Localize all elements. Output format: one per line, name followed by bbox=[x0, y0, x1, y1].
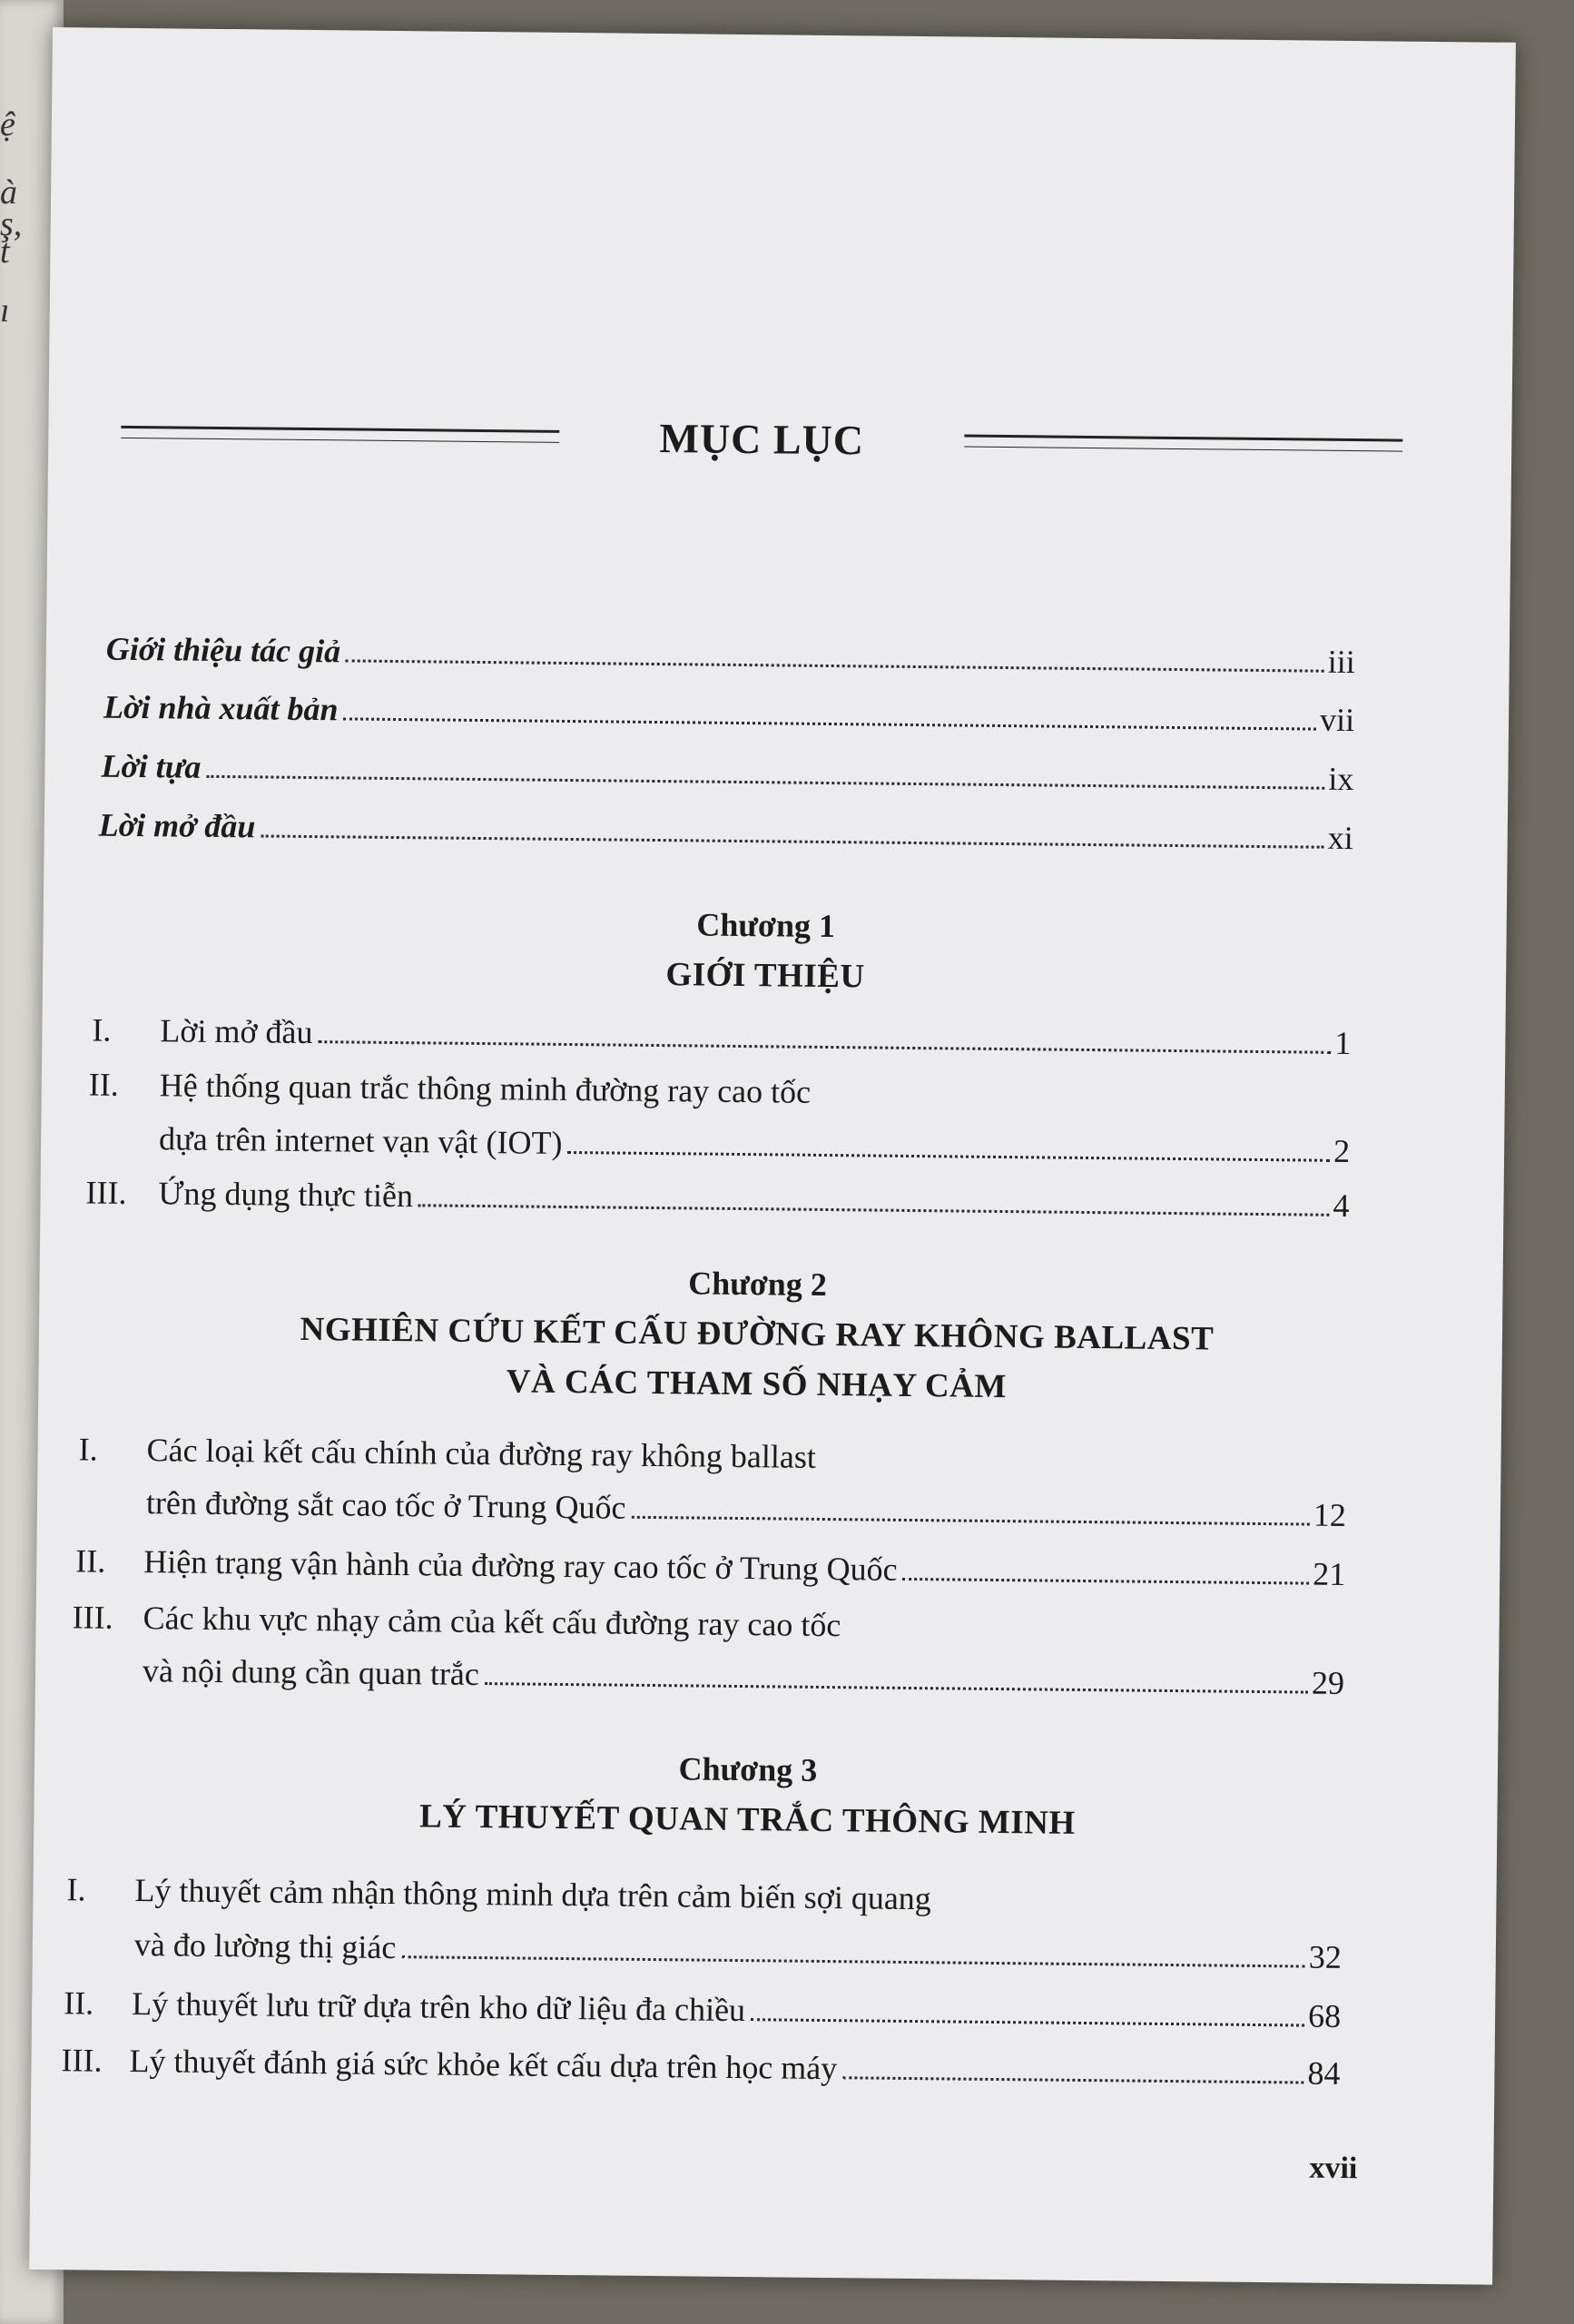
toc-entry-label: Lý thuyết lưu trữ dựa trên kho dữ liệu đa chiều bbox=[131, 1985, 746, 2029]
toc-entry-label-cont: dựa trên internet vạn vật (IOT) bbox=[158, 1120, 563, 1161]
toc-entry-label-cont: trên đường sắt cao tốc ở Trung Quốc bbox=[145, 1484, 626, 1526]
show-through-text bbox=[158, 237, 1431, 430]
toc-entry-line bbox=[89, 1065, 812, 1110]
toc-entry-label: Các khu vực nhạy cảm của kết cấu đường ray cao tốc bbox=[143, 1600, 841, 1644]
toc-entry[interactable] bbox=[159, 1119, 1350, 1170]
toc-entry-number: II. bbox=[64, 1984, 94, 2022]
toc-entry-front[interactable] bbox=[103, 688, 1354, 739]
toc-entry-page: 4 bbox=[1333, 1187, 1350, 1225]
facing-page-fragment: ệ bbox=[0, 105, 15, 143]
dot-leader bbox=[567, 1151, 1330, 1162]
toc-entry[interactable] bbox=[61, 2041, 1340, 2093]
toc-entry-label-cont: và nội dung cần quan trắc bbox=[142, 1652, 480, 1693]
facing-page-fragment: à bbox=[0, 173, 17, 212]
toc-entry[interactable] bbox=[85, 1173, 1349, 1225]
toc-entry-label: Giới thiệu tác giả bbox=[105, 630, 341, 670]
toc-entry-label: Lời nhà xuất bản bbox=[103, 688, 339, 728]
dot-leader bbox=[261, 834, 1323, 848]
toc-entry-page: 32 bbox=[1308, 1938, 1343, 1975]
toc-entry[interactable] bbox=[64, 1984, 1341, 2035]
toc-entry-front[interactable] bbox=[106, 630, 1355, 681]
dot-leader bbox=[318, 1040, 1331, 1054]
toc-entry-line bbox=[72, 1598, 841, 1644]
dot-leader bbox=[485, 1682, 1308, 1693]
toc-entry-number: I. bbox=[66, 1871, 86, 1908]
toc-entry-page: 68 bbox=[1307, 1997, 1342, 2034]
toc-entry-page: 1 bbox=[1334, 1024, 1352, 1062]
toc-entry-line bbox=[78, 1430, 816, 1476]
toc-entry-page: 21 bbox=[1313, 1555, 1346, 1593]
toc-entry[interactable] bbox=[143, 1651, 1344, 1702]
toc-entry[interactable] bbox=[146, 1483, 1346, 1534]
dot-leader bbox=[842, 2076, 1303, 2083]
toc-entry-number: III. bbox=[85, 1174, 127, 1211]
toc-entry-page: ix bbox=[1328, 760, 1354, 798]
toc-entry-number: III. bbox=[72, 1599, 113, 1636]
toc-entry-label: Các loại kết cấu chính của đường ray không ballast bbox=[146, 1432, 817, 1475]
dot-leader bbox=[401, 1955, 1304, 1967]
facing-page-fragment: ş, bbox=[0, 205, 23, 243]
toc-entry-label: Hệ thống quan trắc thông minh đường ray cao tốc bbox=[159, 1067, 812, 1110]
toc-entry-label: Lý thuyết đánh giá sức khỏe kết cấu dựa trên học máy bbox=[129, 2043, 838, 2087]
toc-entry-page: 84 bbox=[1307, 2054, 1341, 2092]
toc-entry-label: Lời tựa bbox=[101, 747, 202, 785]
title-row bbox=[121, 400, 1403, 478]
book-page bbox=[29, 27, 1516, 2285]
dot-leader bbox=[418, 1204, 1330, 1216]
toc-entry-number: II. bbox=[75, 1542, 106, 1580]
toc-entry-label: Lý thuyết cảm nhận thông minh dựa trên cảm biến sợi quang bbox=[134, 1872, 932, 1917]
chapter-title: LÝ THUYẾT QUAN TRẮC THÔNG MINH bbox=[418, 1797, 1076, 1842]
chapter-title: VÀ CÁC THAM SỐ NHẠY CẢM bbox=[506, 1363, 1008, 1406]
toc-entry-number: II. bbox=[88, 1066, 119, 1103]
chapter-title: GIỚI THIỆU bbox=[665, 956, 865, 996]
toc-entry-page: 2 bbox=[1333, 1132, 1351, 1170]
toc-entry-line bbox=[66, 1870, 931, 1917]
page-title: MỤC LỤC bbox=[659, 414, 865, 463]
chapter-title: NGHIÊN CỨU KẾT CẤU ĐƯỜNG RAY KHÔNG BALLAST bbox=[300, 1310, 1215, 1358]
toc-entry-label: Lời mở đầu bbox=[98, 806, 256, 845]
toc-entry-label: Ứng dụng thực tiễn bbox=[158, 1175, 414, 1215]
facing-page-fragment: t bbox=[0, 232, 10, 271]
dot-leader bbox=[751, 2018, 1304, 2026]
toc-entry-number: I. bbox=[92, 1011, 112, 1049]
title-rule-left bbox=[121, 426, 559, 443]
toc-entry-label: Lời mở đầu bbox=[160, 1012, 313, 1051]
toc-entry-page: vii bbox=[1319, 701, 1355, 739]
toc-entry-front[interactable] bbox=[101, 747, 1353, 798]
dot-leader bbox=[346, 659, 1324, 672]
toc-entry-number: I. bbox=[78, 1431, 98, 1468]
toc-entry-page: iii bbox=[1327, 643, 1355, 681]
title-rule-right bbox=[964, 435, 1402, 452]
toc-entry-page: xi bbox=[1327, 819, 1353, 857]
dot-leader bbox=[631, 1516, 1309, 1526]
toc-entry-number: III. bbox=[61, 2042, 103, 2079]
toc-entry-front[interactable] bbox=[99, 806, 1353, 857]
toc-entry-label: Hiện trạng vận hành của đường ray cao tốc ở Trung Quốc bbox=[143, 1543, 898, 1588]
dot-leader bbox=[903, 1578, 1310, 1585]
page-number: xvii bbox=[1309, 2151, 1358, 2186]
chapter-number: Chương 2 bbox=[688, 1265, 828, 1304]
toc-entry[interactable] bbox=[92, 1011, 1351, 1063]
toc-entry-page: 29 bbox=[1311, 1664, 1345, 1701]
toc-entry[interactable] bbox=[75, 1541, 1345, 1593]
toc-entry-page: 12 bbox=[1313, 1496, 1347, 1534]
toc-entry-label-cont: và đo lường thị giác bbox=[133, 1926, 397, 1966]
facing-page-fragment: ı bbox=[0, 291, 10, 330]
toc-entry[interactable] bbox=[134, 1925, 1342, 1976]
chapter-number: Chương 3 bbox=[678, 1750, 818, 1788]
dot-leader bbox=[206, 775, 1324, 790]
chapter-number: Chương 1 bbox=[696, 906, 836, 945]
dot-leader bbox=[343, 717, 1316, 730]
